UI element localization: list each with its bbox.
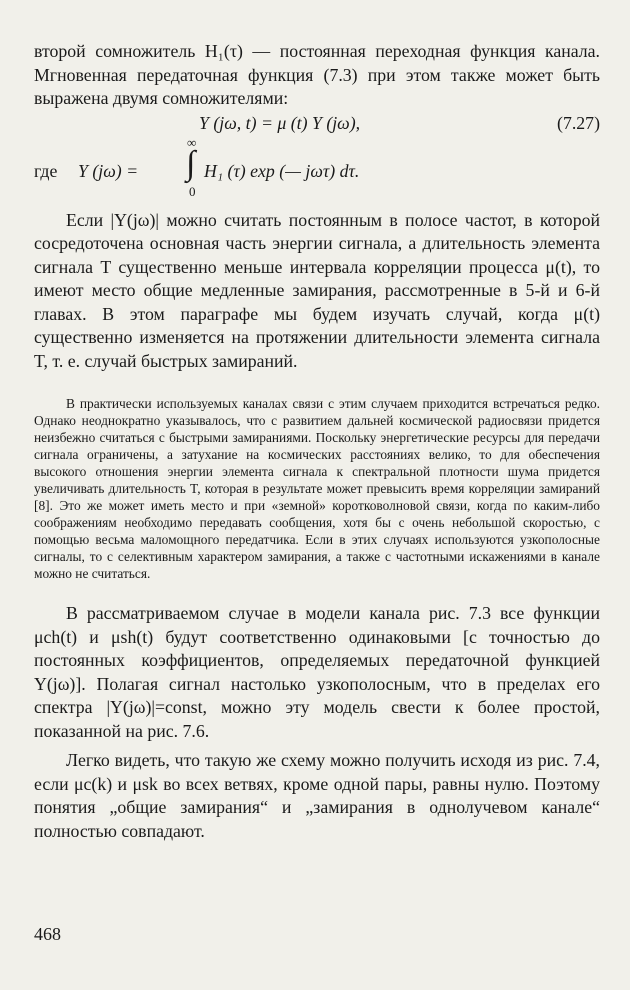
equation-rhs: H₁ (τ) exp (— jωτ) dτ. [204,160,360,181]
integral-symbol: ∫ [186,144,196,182]
note-small-print: В практически используемых каналах связи с этим случаем приходится встречаться редко. Однако неоднократно указывалось, что с развитием дальней космической радиосвязи придется неизбежно считаться с быстрыми замираниями. Поскольку энергетические ресурсы для передачи сигнала ограничены, а затухание на космических расстояниях велико, то для обеспечения высокого отношения энергии элемента сигнала к спектральной плотности шума придется увеличивать длительность T, которая в результате может превысить время корреляции замираний [8]. Это же может иметь место и при «земной» коротковолновой связи, когда по каким-либо соображениям необходимо передавать сообщения, хотя бы с очень небольшой скоростью, с помощью весьма маломощного передатчика. Если в этих случаях используются узкополосные сигналы, то с селективным характером замирания, а также с частотными искажениями в канале можно не считаться. [34,396,600,581]
equation-number: (7.27) [557,112,600,133]
integral-sign [184,134,202,203]
integral-upper-limit: ∞ [187,134,197,150]
page-number: 468 [34,924,61,944]
equation-lhs: Y (jω) = [78,160,139,181]
paragraph-model: В рассматриваемом случае в модели канала рис. 7.3 все функции μch(t) и μsh(t) будут соответственно одинаковыми [с точностью до постоянных коэффициентов, определяемых передаточной функцией Y(jω)]. Полагая сигнал настолько узкополосным, что в пределах его спектра |Y(jω)|=const, можно эту модель свести к более простой, показанной на рис. 7.6. [34,603,600,741]
page-body [34,40,600,843]
equation-where [34,134,600,203]
integral-lower-limit: 0 [189,183,196,199]
paragraph-fast-fading: Если |Y(jω)| можно считать постоянным в полосе частот, в которой сосредоточена основная часть энергии сигнала, а длительность элемента сигнала T существенно меньше интервала корреляции процесса μ(t), то имеют место общие медленные замирания, рассмотренные в 5-й и 6-й главах. В этом параграфе мы будем изучать случай, когда μ(t) существенно изменяется на протяжении длительности элемента сигнала T, т. е. случай быстрых замираний. [34,209,600,371]
equation-formula: Y (jω, t) = μ (t) Y (jω), [199,112,361,133]
where-word: где [34,160,58,181]
equation-7-27 [34,111,600,139]
paragraph-intro: второй сомножитель H₁(τ) — постоянная переходная функция канала. Мгновенная передаточная функция (7.3) при этом также может быть выражена двумя сомножителями: [34,41,600,108]
paragraph-conclusion: Легко видеть, что такую же схему можно получить исходя из рис. 7.4, если μc(k) и μsk во всех ветвях, кроме одной пары, равны нулю. Поэтому понятия „общие замирания“ и „замирания в однолучевом канале“ полностью совпадают. [34,750,600,841]
